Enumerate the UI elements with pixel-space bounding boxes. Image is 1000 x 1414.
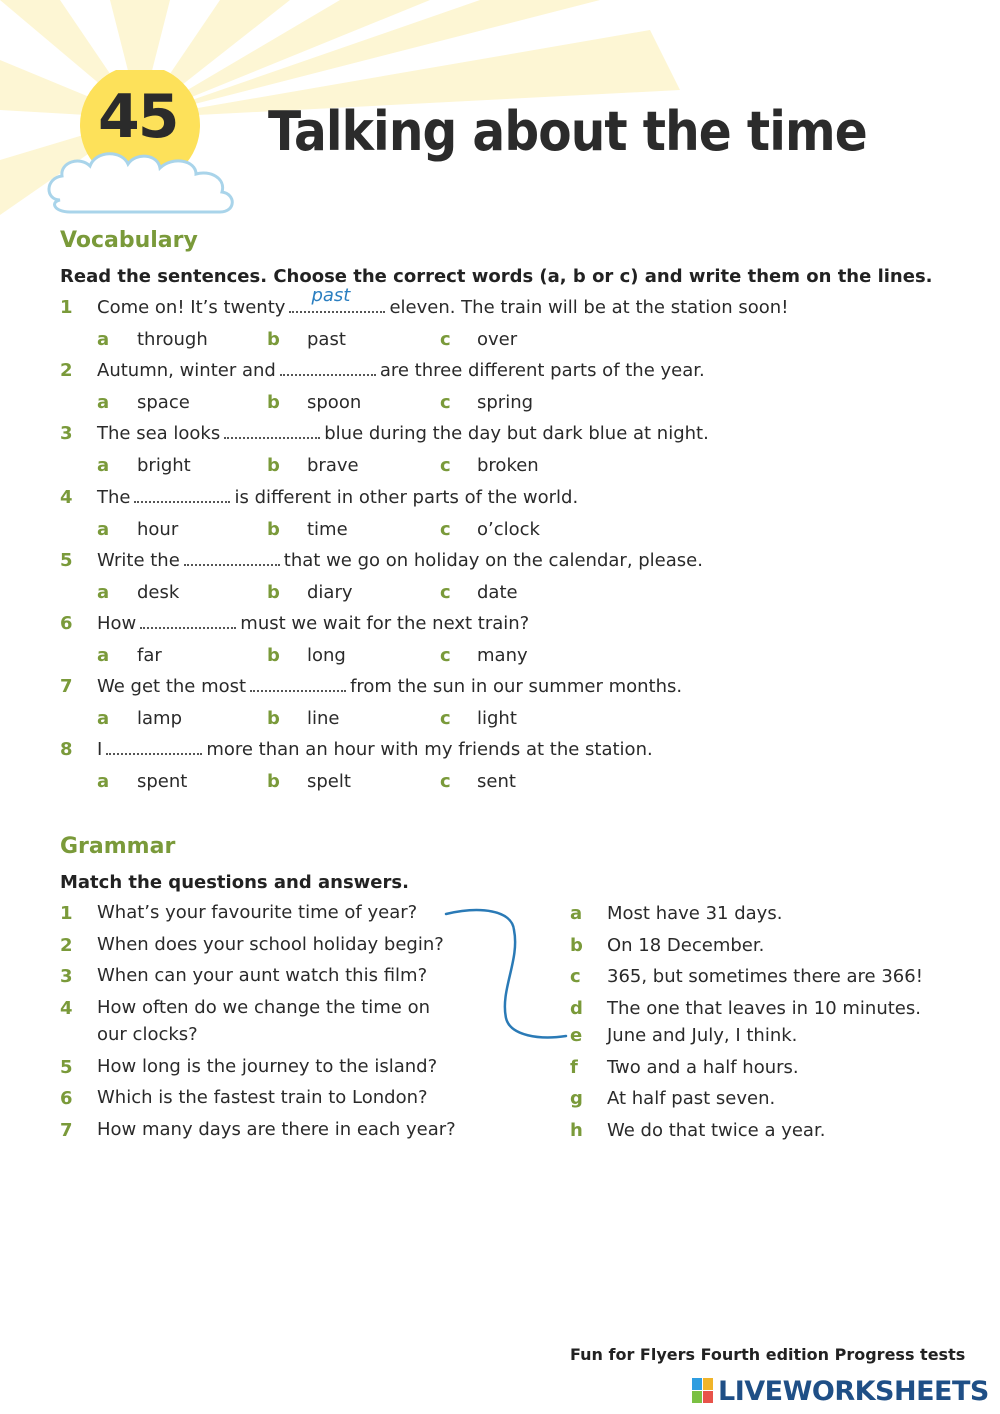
grammar-answer-text[interactable]: June and July, I think. [607,1025,798,1046]
vocab-question-text [97,676,682,697]
footer-credit: Fun for Flyers Fourth edition Progress tests [570,1345,966,1364]
grammar-question-text[interactable]: How long is the journey to the island? [97,1056,438,1077]
vocab-question-number: 8 [60,739,73,761]
option-letter: b [267,455,280,477]
option-letter: c [440,392,451,414]
vocab-question-before: Come on! It’s twenty [97,297,286,318]
grammar-answer-letter: d [570,998,583,1019]
vocab-question-before: We get the most [97,676,247,698]
vocab-question-number: 6 [60,613,73,634]
option-letter: a [97,518,110,540]
option-text[interactable]: hour [137,518,179,540]
vocab-question-after: that we go on holiday on the calendar, please. [283,549,703,571]
option-text[interactable]: brave [307,455,359,477]
option-text[interactable]: spoon [307,392,362,414]
option-letter: c [440,455,451,477]
vocab-question-text [97,613,529,634]
vocab-question-before: How [97,613,137,634]
vocab-question-text [97,360,705,381]
vocab-question-after: eleven. The train will be at the station soon! [389,297,789,318]
option-text[interactable]: broken [477,455,539,477]
vocab-question-after: are three different parts of the year. [379,360,705,382]
option-text[interactable]: sent [477,771,516,793]
grammar-answer-text[interactable]: On 18 December. [607,935,765,956]
grammar-answer-letter: g [570,1088,583,1109]
vocab-question-text [97,550,703,571]
grammar-question-text[interactable]: How often do we change the time on our clocks? [97,997,430,1045]
vocab-question-text [97,739,653,760]
grammar-question-number: 2 [60,935,73,956]
grammar-question-number: 5 [60,1057,73,1078]
option-text[interactable]: bright [137,455,191,477]
option-text[interactable]: spelt [307,771,351,793]
option-text[interactable]: date [477,581,518,603]
grammar-instruction: Match the questions and answers. [60,872,409,893]
vocab-question-after: blue during the day but dark blue at night. [324,423,709,445]
vocab-question-number: 7 [60,676,73,698]
option-letter: b [267,581,280,603]
answer-blank[interactable] [280,360,376,376]
option-letter: a [97,645,110,666]
grammar-answer-text[interactable]: Most have 31 days. [607,903,783,924]
grammar-answer-text[interactable]: At half past seven. [607,1088,776,1109]
vocab-question-number: 1 [60,297,73,318]
grammar-question-text[interactable]: Which is the fastest train to London? [97,1087,428,1108]
option-text[interactable]: light [477,708,517,730]
grammar-answer-text[interactable]: We do that twice a year. [607,1120,826,1141]
vocabulary-instruction: Read the sentences. Choose the correct words (a, b or c) and write them on the lines. [60,266,933,287]
grammar-question-number: 7 [60,1120,73,1141]
option-text[interactable]: space [137,392,190,414]
option-text[interactable]: o’clock [477,518,540,540]
option-letter: c [440,518,451,540]
vocab-question-before: Write the [97,549,180,571]
answer-blank[interactable] [134,487,230,503]
grammar-question-text[interactable]: When does your school holiday begin? [97,934,444,955]
vocab-question-number: 3 [60,423,73,445]
option-text[interactable]: past [307,329,346,350]
grammar-question-number: 4 [60,998,73,1019]
answer-blank[interactable] [289,285,385,313]
grammar-answer-letter: e [570,1025,583,1046]
vocab-question-number: 5 [60,549,73,571]
option-letter: a [97,455,110,477]
grammar-question-number: 6 [60,1088,73,1109]
option-text[interactable]: far [137,645,162,666]
vocab-question-before: Autumn, winter and [97,360,276,382]
option-text[interactable]: over [477,329,518,350]
vocabulary-heading: Vocabulary [60,228,198,253]
grammar-answer-letter: b [570,935,583,956]
handwritten-answer: past [311,285,351,306]
vocab-question-number: 2 [60,360,73,382]
option-text[interactable]: desk [137,581,180,603]
vocab-question-before: The [97,486,131,508]
option-text[interactable]: many [477,645,528,666]
option-letter: a [97,392,110,414]
liveworksheets-logo[interactable] [692,1374,989,1408]
answer-blank[interactable] [106,739,202,755]
grammar-answer-letter: a [570,903,583,924]
option-letter: c [440,329,451,350]
option-letter: b [267,392,280,414]
grammar-question-text[interactable]: When can your aunt watch this film? [97,965,428,986]
grammar-answer-text[interactable]: 365, but sometimes there are 366! [607,966,923,987]
grammar-question-number: 3 [60,966,73,987]
option-letter: b [267,329,280,350]
vocab-question-after: more than an hour with my friends at the station. [206,739,653,761]
option-letter: c [440,708,451,730]
option-text[interactable]: through [137,329,208,350]
vocab-question-after: from the sun in our summer months. [350,676,683,698]
grammar-answer-text[interactable]: The one that leaves in 10 minutes. [607,998,921,1019]
grammar-question-number: 1 [60,903,73,924]
option-letter: a [97,581,110,603]
option-letter: b [267,645,280,666]
liveworksheets-logo-icon [692,1378,714,1404]
grammar-answer-letter: f [570,1057,578,1078]
vocab-question-number: 4 [60,486,73,508]
vocab-question-text [97,285,789,318]
option-text[interactable]: lamp [137,708,182,730]
grammar-question-text[interactable]: What’s your favourite time of year? [97,902,418,923]
option-letter: c [440,581,451,603]
option-text[interactable]: spent [137,771,188,793]
option-text[interactable]: time [307,518,348,540]
grammar-answer-letter: h [570,1120,583,1141]
vocab-question-text [97,487,578,508]
vocab-question-before: The sea looks [97,423,221,445]
grammar-answer-text[interactable]: Two and a half hours. [607,1057,799,1078]
option-text[interactable]: line [307,708,340,730]
vocab-question-text [97,423,709,444]
answer-blank[interactable] [184,550,280,566]
page-title: Talking about the time [268,100,867,163]
option-letter: c [440,771,451,793]
liveworksheets-logo-text: LIVEWORKSHEETS [718,1375,989,1407]
vocab-question-after: is different in other parts of the world. [234,486,579,508]
answer-blank[interactable] [224,423,320,439]
option-letter: a [97,329,110,350]
unit-number: 45 [98,82,178,152]
option-letter: a [97,708,110,730]
option-text[interactable]: diary [307,581,353,603]
option-letter: b [267,708,280,730]
option-letter: c [440,645,451,666]
vocab-question-after: must we wait for the next train? [240,613,530,634]
option-letter: b [267,518,280,540]
grammar-heading: Grammar [60,834,176,859]
vocab-question-before: I [97,739,103,761]
grammar-question-text[interactable]: How many days are there in each year? [97,1119,456,1140]
option-letter: b [267,771,280,793]
option-text[interactable]: spring [477,392,534,414]
grammar-answer-letter: c [570,966,581,987]
answer-blank[interactable] [250,676,346,692]
option-text[interactable]: long [307,645,346,666]
answer-blank[interactable] [140,613,236,629]
option-letter: a [97,771,110,793]
